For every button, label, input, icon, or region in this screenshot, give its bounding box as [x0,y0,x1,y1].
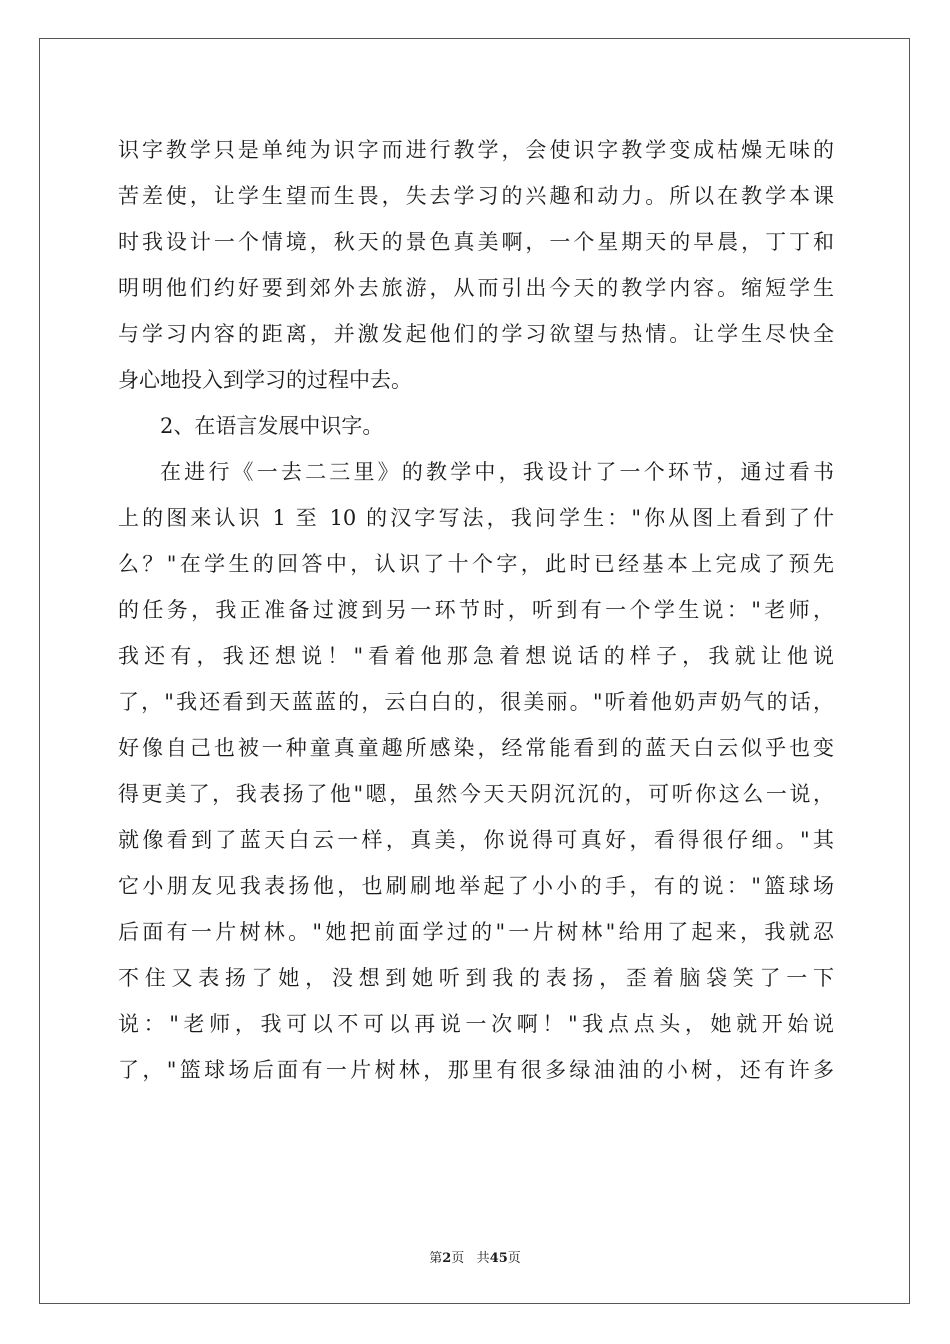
text-line: 后面有一片树林。"她把前面学过的"一片树林"给用了起来，我就忍 [118,920,834,944]
page-number: 2 [442,1251,452,1266]
text-line: 在进行《一去二三里》的教学中，我设计了一个环节，通过看书 [160,460,834,484]
text-line: 身心地投入到学习的过程中去。 [118,368,412,392]
text-line: 的任务，我正准备过渡到另一环节时，听到有一个学生说："老师， [118,598,834,622]
text-line: 我还有，我还想说！"看着他那急着想说话的样子，我就让他说 [118,644,834,668]
total-pages: 45 [489,1251,508,1266]
text-line: 时我设计一个情境，秋天的景色真美啊，一个星期天的早晨，丁丁和 [118,230,834,254]
total-suffix: 页 [507,1251,521,1266]
text-line: 说："老师，我可以不可以再说一次啊！"我点点头，她就开始说 [118,1012,834,1036]
page-prefix: 第 [429,1251,443,1266]
total-prefix: 共 [476,1251,490,1266]
text-line: 它小朋友见我表扬他，也刷刷地举起了小小的手，有的说："篮球场 [118,874,834,898]
text-line: 上的图来认识 1 至 10 的汉字写法，我问学生："你从图上看到了什 [118,506,834,530]
document-body [118,127,834,1093]
text-line: 识字教学只是单纯为识字而进行教学，会使识字教学变成枯燥无味的 [118,138,834,162]
text-line: 了，"我还看到天蓝蓝的，云白白的，很美丽。"听着他奶声奶气的话， [118,690,834,714]
text-line: 苦差使，让学生望而生畏，失去学习的兴趣和动力。所以在教学本课 [118,184,834,208]
section-heading: 2、在语言发展中识字。 [160,414,384,438]
text-line: 么？"在学生的回答中，认识了十个字，此时已经基本上完成了预先 [118,552,834,576]
text-line: 与学习内容的距离，并激发起他们的学习欲望与热情。让学生尽快全 [118,322,834,346]
page-suffix: 页 [451,1251,465,1266]
text-line: 了，"篮球场后面有一片树林，那里有很多绿油油的小树，还有许多 [118,1058,834,1082]
text-line: 好像自己也被一种童真童趣所感染，经常能看到的蓝天白云似乎也变 [118,736,834,760]
text-line: 得更美了，我表扬了他"嗯，虽然今天天阴沉沉的，可听你这么一说， [118,782,834,806]
text-line: 就像看到了蓝天白云一样，真美，你说得可真好，看得很仔细。"其 [118,828,834,852]
text-line: 明明他们约好要到郊外去旅游，从而引出今天的教学内容。缩短学生 [118,276,834,300]
page-footer [0,1247,950,1266]
text-line: 不住又表扬了她，没想到她听到我的表扬，歪着脑袋笑了一下 [118,966,834,990]
